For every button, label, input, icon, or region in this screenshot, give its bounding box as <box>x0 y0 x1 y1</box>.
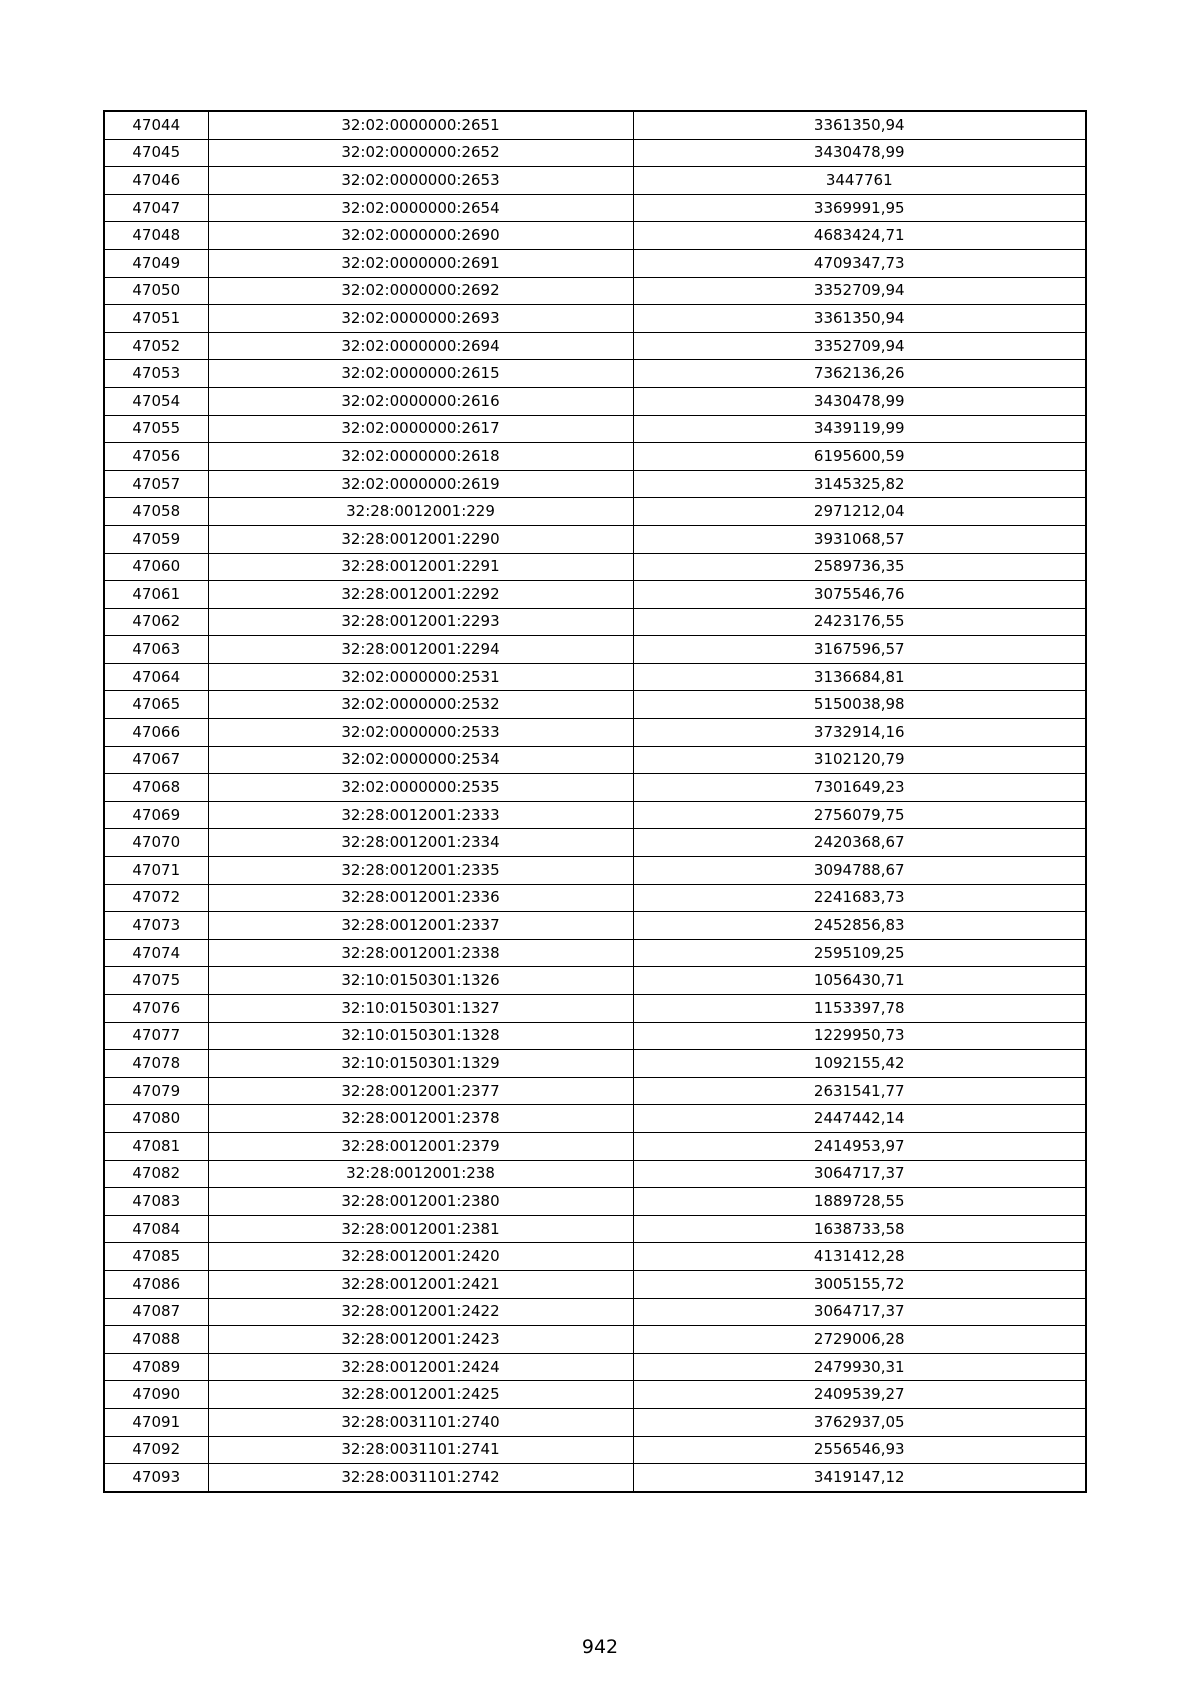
table-row <box>104 1188 1086 1216</box>
cadastral-number-cell: 32:28:0012001:2293 <box>208 608 633 636</box>
value-cell: 3352709,94 <box>633 332 1086 360</box>
table-row <box>104 194 1086 222</box>
row-number-cell: 47066 <box>104 719 208 747</box>
row-number-cell: 47090 <box>104 1381 208 1409</box>
row-number-cell: 47063 <box>104 636 208 664</box>
cadastral-number-cell: 32:28:0012001:2336 <box>208 884 633 912</box>
row-number-cell: 47073 <box>104 912 208 940</box>
row-number-cell: 47051 <box>104 305 208 333</box>
value-cell: 4709347,73 <box>633 249 1086 277</box>
value-cell: 3732914,16 <box>633 719 1086 747</box>
cadastral-number-cell: 32:28:0012001:2337 <box>208 912 633 940</box>
table-row <box>104 1022 1086 1050</box>
row-number-cell: 47082 <box>104 1160 208 1188</box>
value-cell: 1229950,73 <box>633 1022 1086 1050</box>
row-number-cell: 47056 <box>104 443 208 471</box>
cadastral-number-cell: 32:28:0012001:2338 <box>208 939 633 967</box>
cadastral-number-cell: 32:02:0000000:2533 <box>208 719 633 747</box>
value-cell: 3369991,95 <box>633 194 1086 222</box>
row-number-cell: 47083 <box>104 1188 208 1216</box>
table-row <box>104 1436 1086 1464</box>
table-row <box>104 995 1086 1023</box>
table-row <box>104 581 1086 609</box>
value-cell: 3931068,57 <box>633 525 1086 553</box>
table-row <box>104 111 1086 139</box>
row-number-cell: 47070 <box>104 829 208 857</box>
row-number-cell: 47085 <box>104 1243 208 1271</box>
value-cell: 2729006,28 <box>633 1326 1086 1354</box>
page-number: 942 <box>581 1636 619 1658</box>
value-cell: 3361350,94 <box>633 305 1086 333</box>
row-number-cell: 47044 <box>104 111 208 139</box>
row-number-cell: 47047 <box>104 194 208 222</box>
row-number-cell: 47067 <box>104 746 208 774</box>
value-cell: 7301649,23 <box>633 774 1086 802</box>
value-cell: 6195600,59 <box>633 443 1086 471</box>
row-number-cell: 47050 <box>104 277 208 305</box>
table-row <box>104 746 1086 774</box>
row-number-cell: 47093 <box>104 1464 208 1492</box>
table-row <box>104 884 1086 912</box>
value-cell: 2631541,77 <box>633 1077 1086 1105</box>
value-cell: 3064717,37 <box>633 1298 1086 1326</box>
cadastral-number-cell: 32:28:0012001:2292 <box>208 581 633 609</box>
value-cell: 3439119,99 <box>633 415 1086 443</box>
value-cell: 3419147,12 <box>633 1464 1086 1492</box>
cadastral-number-cell: 32:28:0012001:2377 <box>208 1077 633 1105</box>
value-cell: 3102120,79 <box>633 746 1086 774</box>
value-cell: 3167596,57 <box>633 636 1086 664</box>
row-number-cell: 47052 <box>104 332 208 360</box>
row-number-cell: 47089 <box>104 1353 208 1381</box>
row-number-cell: 47065 <box>104 691 208 719</box>
table-row <box>104 1077 1086 1105</box>
value-cell: 4131412,28 <box>633 1243 1086 1271</box>
table-row <box>104 1160 1086 1188</box>
row-number-cell: 47087 <box>104 1298 208 1326</box>
table-row <box>104 415 1086 443</box>
cadastral-number-cell: 32:28:0012001:2421 <box>208 1270 633 1298</box>
cadastral-number-cell: 32:28:0012001:2290 <box>208 525 633 553</box>
cadastral-number-cell: 32:28:0031101:2740 <box>208 1408 633 1436</box>
row-number-cell: 47084 <box>104 1215 208 1243</box>
cadastral-number-cell: 32:02:0000000:2619 <box>208 470 633 498</box>
table-row <box>104 249 1086 277</box>
cadastral-number-cell: 32:02:0000000:2694 <box>208 332 633 360</box>
row-number-cell: 47058 <box>104 498 208 526</box>
cadastral-number-cell: 32:28:0031101:2742 <box>208 1464 633 1492</box>
table-row <box>104 608 1086 636</box>
table-row <box>104 719 1086 747</box>
table-row <box>104 470 1086 498</box>
table-row <box>104 912 1086 940</box>
cadastral-number-cell: 32:02:0000000:2617 <box>208 415 633 443</box>
cadastral-number-cell: 32:02:0000000:2690 <box>208 222 633 250</box>
value-cell: 3762937,05 <box>633 1408 1086 1436</box>
cadastral-number-cell: 32:28:0012001:2380 <box>208 1188 633 1216</box>
row-number-cell: 47079 <box>104 1077 208 1105</box>
table-row <box>104 636 1086 664</box>
row-number-cell: 47046 <box>104 167 208 195</box>
row-number-cell: 47091 <box>104 1408 208 1436</box>
cadastral-number-cell: 32:28:0012001:2335 <box>208 857 633 885</box>
table-row <box>104 967 1086 995</box>
row-number-cell: 47080 <box>104 1105 208 1133</box>
value-cell: 2971212,04 <box>633 498 1086 526</box>
value-cell: 4683424,71 <box>633 222 1086 250</box>
table-row <box>104 1408 1086 1436</box>
cadastral-number-cell: 32:02:0000000:2616 <box>208 387 633 415</box>
value-cell: 1889728,55 <box>633 1188 1086 1216</box>
row-number-cell: 47053 <box>104 360 208 388</box>
cadastral-number-cell: 32:28:0031101:2741 <box>208 1436 633 1464</box>
row-number-cell: 47060 <box>104 553 208 581</box>
row-number-cell: 47059 <box>104 525 208 553</box>
row-number-cell: 47069 <box>104 801 208 829</box>
row-number-cell: 47081 <box>104 1132 208 1160</box>
row-number-cell: 47054 <box>104 387 208 415</box>
table-row <box>104 691 1086 719</box>
row-number-cell: 47049 <box>104 249 208 277</box>
table-row <box>104 1132 1086 1160</box>
cadastral-number-cell: 32:02:0000000:2692 <box>208 277 633 305</box>
cadastral-number-cell: 32:28:0012001:2423 <box>208 1326 633 1354</box>
row-number-cell: 47086 <box>104 1270 208 1298</box>
cadastral-number-cell: 32:28:0012001:2294 <box>208 636 633 664</box>
value-cell: 3064717,37 <box>633 1160 1086 1188</box>
row-number-cell: 47078 <box>104 1050 208 1078</box>
cadastral-number-cell: 32:10:0150301:1327 <box>208 995 633 1023</box>
value-cell: 2420368,67 <box>633 829 1086 857</box>
value-cell: 2447442,14 <box>633 1105 1086 1133</box>
registry-table <box>103 110 1087 1493</box>
cadastral-number-cell: 32:28:0012001:2334 <box>208 829 633 857</box>
cadastral-number-cell: 32:02:0000000:2534 <box>208 746 633 774</box>
value-cell: 3005155,72 <box>633 1270 1086 1298</box>
cadastral-number-cell: 32:02:0000000:2615 <box>208 360 633 388</box>
cadastral-number-cell: 32:10:0150301:1329 <box>208 1050 633 1078</box>
row-number-cell: 47088 <box>104 1326 208 1354</box>
row-number-cell: 47064 <box>104 663 208 691</box>
table-row <box>104 553 1086 581</box>
cadastral-number-cell: 32:28:0012001:2333 <box>208 801 633 829</box>
cadastral-number-cell: 32:02:0000000:2531 <box>208 663 633 691</box>
value-cell: 2756079,75 <box>633 801 1086 829</box>
value-cell: 3430478,99 <box>633 139 1086 167</box>
table-row <box>104 1270 1086 1298</box>
cadastral-number-cell: 32:28:0012001:2424 <box>208 1353 633 1381</box>
table-row <box>104 498 1086 526</box>
value-cell: 2452856,83 <box>633 912 1086 940</box>
value-cell: 1638733,58 <box>633 1215 1086 1243</box>
value-cell: 1153397,78 <box>633 995 1086 1023</box>
cadastral-number-cell: 32:10:0150301:1328 <box>208 1022 633 1050</box>
value-cell: 2409539,27 <box>633 1381 1086 1409</box>
value-cell: 5150038,98 <box>633 691 1086 719</box>
row-number-cell: 47075 <box>104 967 208 995</box>
cadastral-number-cell: 32:02:0000000:2654 <box>208 194 633 222</box>
table-row <box>104 277 1086 305</box>
row-number-cell: 47048 <box>104 222 208 250</box>
row-number-cell: 47068 <box>104 774 208 802</box>
row-number-cell: 47045 <box>104 139 208 167</box>
table-body <box>104 111 1086 1492</box>
cadastral-number-cell: 32:28:0012001:2420 <box>208 1243 633 1271</box>
table-row <box>104 1243 1086 1271</box>
value-cell: 3145325,82 <box>633 470 1086 498</box>
row-number-cell: 47057 <box>104 470 208 498</box>
value-cell: 2595109,25 <box>633 939 1086 967</box>
value-cell: 3361350,94 <box>633 111 1086 139</box>
row-number-cell: 47055 <box>104 415 208 443</box>
table-row <box>104 305 1086 333</box>
table-row <box>104 829 1086 857</box>
cadastral-number-cell: 32:28:0012001:229 <box>208 498 633 526</box>
value-cell: 2241683,73 <box>633 884 1086 912</box>
cadastral-number-cell: 32:28:0012001:2379 <box>208 1132 633 1160</box>
table-row <box>104 387 1086 415</box>
row-number-cell: 47062 <box>104 608 208 636</box>
value-cell: 2556546,93 <box>633 1436 1086 1464</box>
table-row <box>104 801 1086 829</box>
table-row <box>104 1050 1086 1078</box>
value-cell: 7362136,26 <box>633 360 1086 388</box>
table-row <box>104 774 1086 802</box>
cadastral-number-cell: 32:28:0012001:2381 <box>208 1215 633 1243</box>
table-row <box>104 857 1086 885</box>
value-cell: 2479930,31 <box>633 1353 1086 1381</box>
value-cell: 3136684,81 <box>633 663 1086 691</box>
cadastral-number-cell: 32:02:0000000:2691 <box>208 249 633 277</box>
cadastral-number-cell: 32:28:0012001:2378 <box>208 1105 633 1133</box>
row-number-cell: 47076 <box>104 995 208 1023</box>
row-number-cell: 47061 <box>104 581 208 609</box>
cadastral-number-cell: 32:28:0012001:2422 <box>208 1298 633 1326</box>
value-cell: 1092155,42 <box>633 1050 1086 1078</box>
row-number-cell: 47092 <box>104 1436 208 1464</box>
value-cell: 3352709,94 <box>633 277 1086 305</box>
table-row <box>104 1353 1086 1381</box>
table-row <box>104 360 1086 388</box>
table-row <box>104 1215 1086 1243</box>
value-cell: 3430478,99 <box>633 387 1086 415</box>
cadastral-number-cell: 32:02:0000000:2693 <box>208 305 633 333</box>
row-number-cell: 47071 <box>104 857 208 885</box>
table-row <box>104 663 1086 691</box>
value-cell: 3447761 <box>633 167 1086 195</box>
table-row <box>104 939 1086 967</box>
value-cell: 2414953,97 <box>633 1132 1086 1160</box>
table-row <box>104 525 1086 553</box>
value-cell: 2589736,35 <box>633 553 1086 581</box>
table-row <box>104 1326 1086 1354</box>
table-row <box>104 1381 1086 1409</box>
table-row <box>104 139 1086 167</box>
cadastral-number-cell: 32:10:0150301:1326 <box>208 967 633 995</box>
cadastral-number-cell: 32:28:0012001:2291 <box>208 553 633 581</box>
value-cell: 3094788,67 <box>633 857 1086 885</box>
cadastral-number-cell: 32:28:0012001:238 <box>208 1160 633 1188</box>
row-number-cell: 47074 <box>104 939 208 967</box>
cadastral-number-cell: 32:28:0012001:2425 <box>208 1381 633 1409</box>
table-row <box>104 167 1086 195</box>
cadastral-number-cell: 32:02:0000000:2652 <box>208 139 633 167</box>
cadastral-number-cell: 32:02:0000000:2535 <box>208 774 633 802</box>
value-cell: 1056430,71 <box>633 967 1086 995</box>
table-row <box>104 1464 1086 1492</box>
table-row <box>104 222 1086 250</box>
table-row <box>104 1105 1086 1133</box>
cadastral-number-cell: 32:02:0000000:2532 <box>208 691 633 719</box>
cadastral-number-cell: 32:02:0000000:2618 <box>208 443 633 471</box>
value-cell: 3075546,76 <box>633 581 1086 609</box>
value-cell: 2423176,55 <box>633 608 1086 636</box>
table-row <box>104 443 1086 471</box>
cadastral-number-cell: 32:02:0000000:2651 <box>208 111 633 139</box>
table-row <box>104 1298 1086 1326</box>
row-number-cell: 47077 <box>104 1022 208 1050</box>
row-number-cell: 47072 <box>104 884 208 912</box>
table-row <box>104 332 1086 360</box>
cadastral-number-cell: 32:02:0000000:2653 <box>208 167 633 195</box>
